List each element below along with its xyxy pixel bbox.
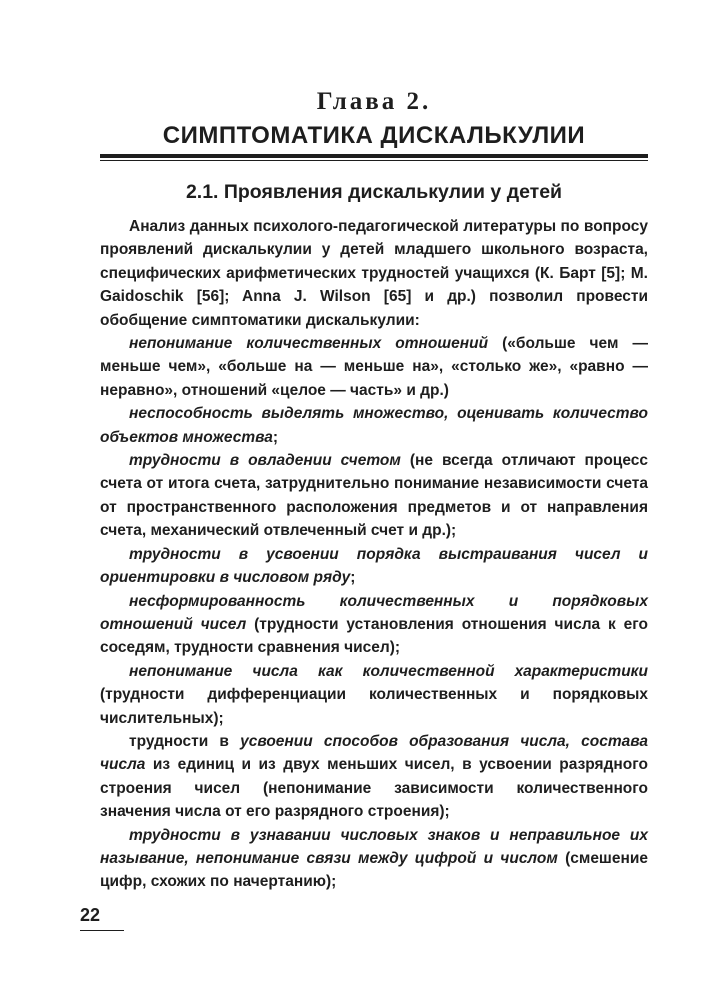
- item-term: неспособность выделять множество, оценивать количество объектов множества: [100, 405, 648, 446]
- chapter-rule-thick: [100, 154, 648, 158]
- item-text: трудности в: [129, 732, 241, 750]
- list-item: [100, 730, 648, 824]
- item-term: непонимание количественных отношений: [129, 335, 489, 353]
- list-item: [100, 543, 648, 590]
- chapter-title: СИМПТОМАТИКА ДИСКАЛЬКУЛИИ: [162, 122, 586, 149]
- item-term: трудности в усвоении порядка выстраивания чисел и ориентировки в числовом ряду: [100, 545, 648, 587]
- item-text: (не всегда отличают процесс счета от итога счета, затруднительно понимание независимости счета от пространственного расположения предметов и от направления счета, механический отвлеченный счет и др.);: [100, 452, 648, 540]
- item-text: из единиц и из двух меньших чисел, в усвоении разрядного строения чисел (непонимание зависимости количественного значения числа от его разрядного строения);: [100, 756, 648, 821]
- item-term: трудности в узнавании числовых знаков и неправильное их называние, непонимание связи между цифрой и числом: [100, 826, 648, 867]
- item-term: несформированность количественных и порядковых отношений чисел: [100, 592, 648, 633]
- list-item: [100, 402, 648, 449]
- list-item: [100, 590, 648, 660]
- page-number: 22: [80, 905, 101, 925]
- item-term: усвоении способов образования числа, состава числа: [100, 732, 648, 774]
- item-text: («больше чем — меньше чем», «больше на — меньше на», «столько же», «равно — неравно», отношений «целое — часть» и др.): [100, 335, 648, 399]
- item-term: непонимание числа как количественной характеристики: [129, 662, 648, 680]
- page-number-rule: [80, 930, 124, 931]
- body-text: [100, 215, 648, 894]
- chapter-rule-thin: [100, 160, 648, 161]
- section-title: 2.1. Проявления дискалькулии у детей: [185, 181, 563, 203]
- list-item: [100, 332, 648, 402]
- item-term: трудности в овладении счетом: [129, 452, 401, 470]
- item-text: (трудности установления отношения числа к его соседям, трудности сравнения чисел);: [100, 615, 648, 657]
- list-item: [100, 824, 648, 894]
- item-text: (смешение цифр, схожих по начертанию);: [100, 849, 648, 891]
- chapter-number: Глава 2.: [316, 88, 432, 115]
- list-item: [100, 449, 648, 543]
- intro-paragraph: Анализ данных психолого-педагогической литературы по вопросу проявлений дискалькулии у детей младшего школьного возраста, специфических арифметических трудностей учащихся (К. Барт [5]; M. Gaidoschik [56]; Anna J. Wilson [65] и др.) позволил провести обобщение симптоматики дискалькулии:: [100, 218, 648, 329]
- item-text: (трудности дифференциации количественных и порядковых числительных);: [100, 686, 648, 727]
- item-text: ;: [272, 428, 279, 446]
- list-item: [100, 660, 648, 730]
- item-text: ;: [350, 569, 356, 587]
